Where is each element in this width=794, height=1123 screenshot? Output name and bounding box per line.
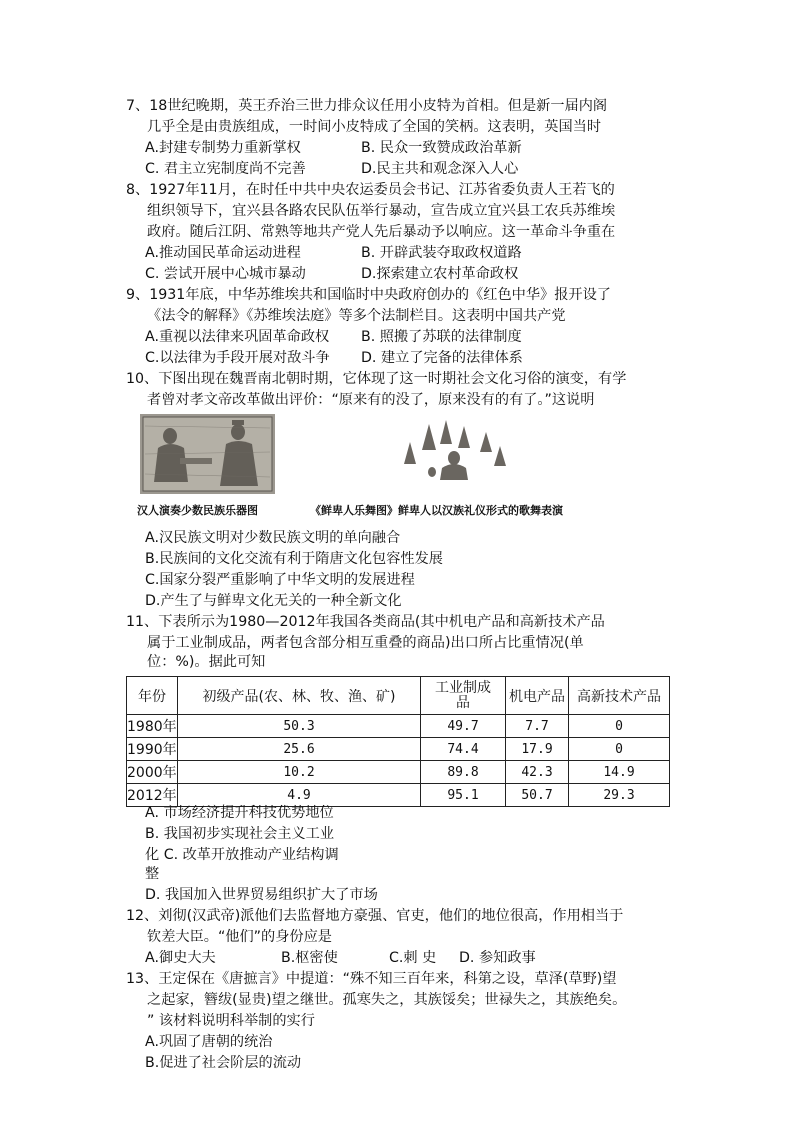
header-manufactured-l2: 品 xyxy=(456,694,470,711)
cell-hightech: 14.9 xyxy=(569,761,670,784)
q11-option-a: A. 市场经济提升科技优势地位 xyxy=(145,805,334,821)
cell-manufactured: 89.8 xyxy=(421,761,506,784)
q13-option-b: B.促进了社会阶层的流动 xyxy=(145,1055,302,1071)
q11-option-b: B. 我国初步实现社会主义工业 xyxy=(145,826,335,842)
header-primary: 初级产品(农、林、牧、渔、矿) xyxy=(178,677,421,715)
q8-option-d: D.探索建立农村革命政权 xyxy=(361,266,519,282)
q12-option-b: B.枢密使 xyxy=(281,950,338,966)
q13-option-a: A.巩固了唐朝的统治 xyxy=(145,1034,273,1050)
cell-manufactured: 95.1 xyxy=(421,784,506,807)
cell-electromechanical: 42.3 xyxy=(506,761,569,784)
q12-stem-line-1: 12、刘彻(汉武帝)派他们去监督地方豪强、官吏，他们的地位很高，作用相当于 xyxy=(126,908,624,924)
cell-manufactured: 49.7 xyxy=(421,715,506,738)
cell-hightech: 0 xyxy=(569,738,670,761)
xianbei-dance-image xyxy=(396,412,511,482)
q10-option-c: C.国家分裂严重影响了中华文明的发展进程 xyxy=(145,572,415,588)
q13-stem-line-2: 之起家，簪绂(显贵)望之继世。孤寒失之，其族馁矣；世禄失之，其族绝矣。 xyxy=(147,992,627,1008)
cell-electromechanical: 50.7 xyxy=(506,784,569,807)
cell-year: 2012年 xyxy=(127,784,178,807)
q7-stem-line-2: 几乎全是由贵族组成，一时间小皮特成了全国的笑柄。这表明，英国当时 xyxy=(147,119,602,135)
q12-option-a: A.御史大夫 xyxy=(145,950,216,966)
cell-hightech: 0 xyxy=(569,715,670,738)
table-row xyxy=(127,738,670,761)
q11-option-c-cont: 整 xyxy=(145,866,160,882)
cell-hightech: 29.3 xyxy=(569,784,670,807)
header-electromechanical: 机电产品 xyxy=(506,677,569,715)
q9-option-d: D. 建立了完备的法律体系 xyxy=(361,350,523,366)
export-share-table xyxy=(126,676,670,807)
q7-option-a: A.封建专制势力重新掌权 xyxy=(145,140,301,156)
cell-primary: 50.3 xyxy=(178,715,421,738)
q7-stem-line-1: 7、18世纪晚期，英王乔治三世力排众议任用小皮特为首相。但是新一届内阁 xyxy=(126,98,608,114)
caption-han-musician: 汉人演奏少数民族乐器图 xyxy=(137,504,258,517)
header-manufactured xyxy=(421,677,506,715)
cell-year: 2000年 xyxy=(127,761,178,784)
q9-stem-line-2: 《法令的解释》《苏维埃法庭》等多个法制栏目。这表明中国共产党 xyxy=(147,308,566,324)
q8-option-b: B. 开辟武装夺取政权道路 xyxy=(361,245,522,261)
q9-option-b: B. 照搬了苏联的法律制度 xyxy=(361,329,522,345)
han-musician-image xyxy=(140,414,275,494)
q8-option-a: A.推动国民革命运动进程 xyxy=(145,245,301,261)
cell-electromechanical: 17.9 xyxy=(506,738,569,761)
q9-option-a: A.重视以法律来巩固革命政权 xyxy=(145,329,330,345)
q10-stem-line-2: 者曾对孝文帝改革做出评价：“原来有的没了，原来没有的有了。”这说明 xyxy=(147,392,595,408)
cell-primary: 25.6 xyxy=(178,738,421,761)
q13-stem-line-1: 13、王定保在《唐摭言》中提道：“殊不知三百年来，科第之设，草泽(草野)望 xyxy=(126,971,617,987)
q8-option-c: C. 尝试开展中心城市暴动 xyxy=(145,266,306,282)
cell-year: 1990年 xyxy=(127,738,178,761)
q11-option-b-cont: 化 C. 改革开放推动产业结构调 xyxy=(145,847,339,863)
cell-primary: 4.9 xyxy=(178,784,421,807)
q13-stem-line-3: ” 该材料说明科举制的实行 xyxy=(147,1013,315,1029)
caption-xianbei-dance: 《鲜卑人乐舞图》鲜卑人以汉族礼仪形式的歌舞表演 xyxy=(310,504,563,517)
header-manufactured-l1: 工业制成 xyxy=(435,679,491,696)
q8-stem-line-2: 组织领导下，宜兴县各路农民队伍举行暴动，宣告成立宜兴县工农兵苏维埃 xyxy=(147,203,616,219)
q7-option-b: B. 民众一致赞成政治革新 xyxy=(361,140,522,156)
q10-option-a: A.汉民族文明对少数民族文明的单向融合 xyxy=(145,530,401,546)
q11-option-d: D. 我国加入世界贸易组织扩大了市场 xyxy=(145,887,378,903)
q10-option-d: D.产生了与鲜卑文化无关的一种全新文化 xyxy=(145,593,402,609)
q10-option-b: B.民族间的文化交流有利于隋唐文化包容性发展 xyxy=(145,551,443,567)
q7-option-d: D.民主共和观念深入人心 xyxy=(361,161,519,177)
q9-option-c: C.以法律为手段开展对敌斗争 xyxy=(145,350,330,366)
header-hightech: 高新技术产品 xyxy=(569,677,670,715)
q11-stem-line-2: 属于工业制成品，两者包含部分相互重叠的商品)出口所占比重情况(单 xyxy=(147,635,584,651)
cell-primary: 10.2 xyxy=(178,761,421,784)
table-header-row xyxy=(127,677,670,715)
table-row xyxy=(127,715,670,738)
cell-manufactured: 74.4 xyxy=(421,738,506,761)
q8-stem-line-1: 8、1927年11月，在时任中共中央农运委员会书记、江苏省委负责人王若飞的 xyxy=(126,182,615,198)
cell-year: 1980年 xyxy=(127,715,178,738)
q10-stem-line-1: 10、下图出现在魏晋南北朝时期，它体现了这一时期社会文化习俗的演变，有学 xyxy=(126,371,627,387)
q11-stem-line-3: 位：%)。据此可知 xyxy=(147,654,266,670)
q7-option-c: C. 君主立宪制度尚不完善 xyxy=(145,161,306,177)
q11-stem-line-1: 11、下表所示为1980—2012年我国各类商品(其中机电产品和高新技术产品 xyxy=(126,614,605,630)
q12-stem-line-2: 钦差大臣。“他们”的身份应是 xyxy=(147,929,332,945)
table-row xyxy=(127,761,670,784)
q12-option-c: C.刺 史 xyxy=(389,950,437,966)
q9-stem-line-1: 9、1931年底，中华苏维埃共和国临时中央政府创办的《红色中华》报开设了 xyxy=(126,287,611,303)
header-year: 年份 xyxy=(127,677,178,715)
q8-stem-line-3: 政府。随后江阴、常熟等地共产党人先后暴动予以响应。这一革命斗争重在 xyxy=(147,224,616,240)
cell-electromechanical: 7.7 xyxy=(506,715,569,738)
q12-option-d: D. 参知政事 xyxy=(459,950,536,966)
